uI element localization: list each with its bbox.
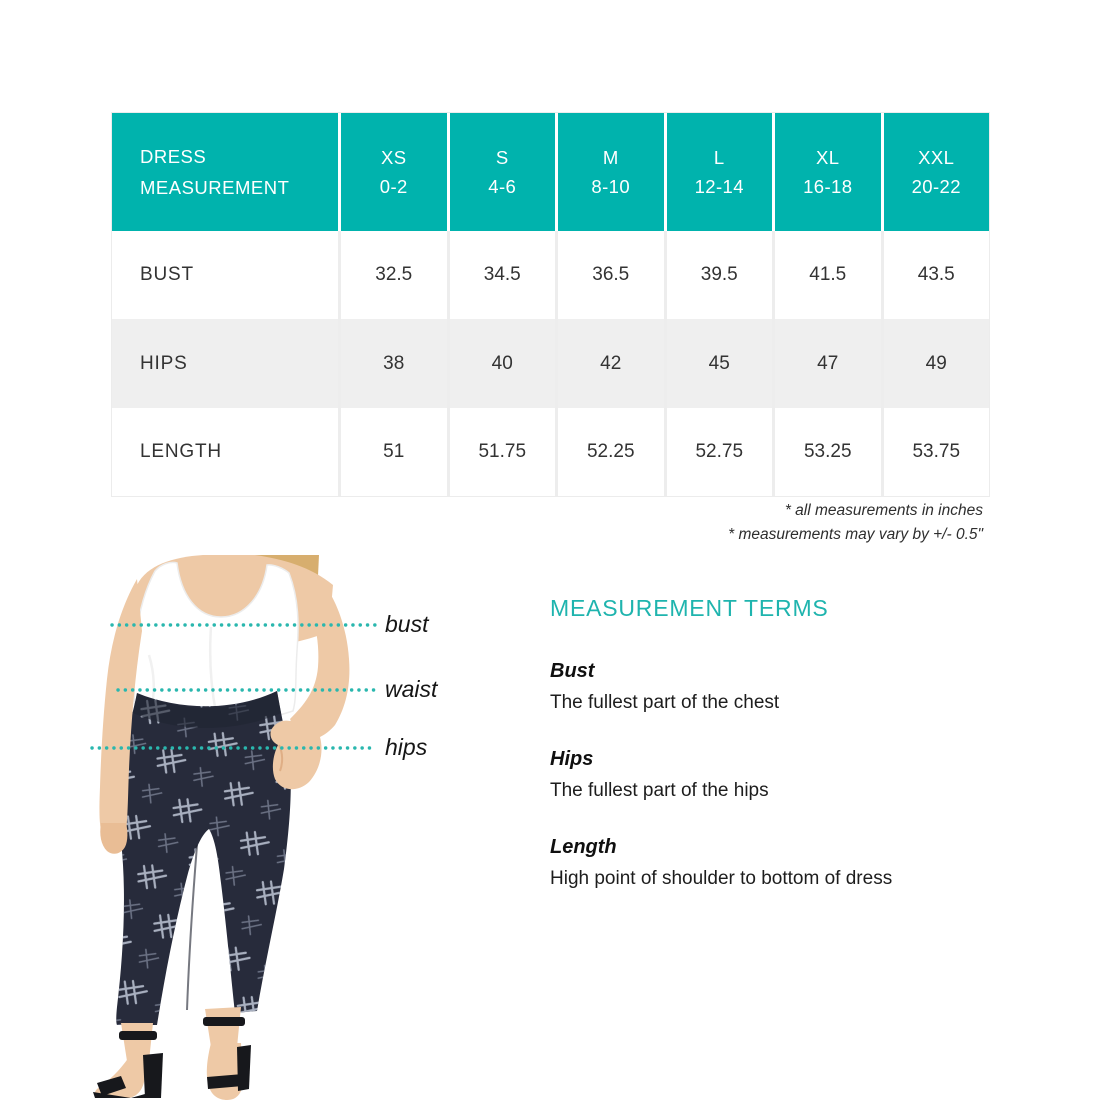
- size-range: 8-10: [591, 176, 631, 197]
- length-value-xs: 51: [383, 441, 405, 462]
- table-row-hips: [112, 319, 989, 408]
- size-column-xs: [341, 113, 450, 231]
- length-value-xl: 53.25: [803, 441, 852, 462]
- hips-label: hips: [385, 734, 428, 760]
- row-label: LENGTH: [140, 441, 222, 462]
- hips-value-xs: 38: [383, 352, 405, 374]
- term-name: Bust: [550, 660, 595, 682]
- term-definition: The fullest part of the chest: [550, 692, 780, 713]
- bust-value-xxl: 43.5: [917, 264, 955, 285]
- size-column-xxl: [884, 113, 990, 231]
- length-value-l: 52.75: [695, 441, 744, 462]
- measurement-terms-title: MEASUREMENT TERMS: [550, 595, 829, 621]
- right-hand: [271, 719, 322, 789]
- size-column-s: [450, 113, 559, 231]
- size-column-m: [558, 113, 667, 231]
- bust-value-s: 34.5: [483, 264, 521, 285]
- waist-label: waist: [385, 676, 438, 702]
- model-illustration: [85, 555, 385, 1100]
- bust-label: bust: [385, 611, 429, 637]
- size-name: XS: [381, 147, 407, 168]
- size-name: M: [602, 147, 619, 168]
- size-name: S: [495, 147, 509, 168]
- table-corner-cell: [112, 113, 341, 231]
- size-range: 20-22: [911, 176, 961, 197]
- hips-value-m: 42: [600, 352, 622, 374]
- size-table-header-row: [112, 113, 989, 231]
- bust-value-m: 36.5: [592, 264, 630, 285]
- measurement-terms-section: [550, 594, 1020, 923]
- footnote-units: * all measurements in inches: [784, 502, 983, 519]
- size-name: XXL: [918, 147, 955, 168]
- size-range: 16-18: [803, 176, 853, 197]
- size-range: 4-6: [488, 176, 517, 197]
- term-definition: The fullest part of the hips: [550, 780, 769, 801]
- footnotes: [728, 499, 983, 547]
- term-length: [550, 835, 1020, 891]
- row-label: HIPS: [140, 352, 188, 374]
- length-value-m: 52.25: [586, 441, 635, 462]
- model-photo: [85, 555, 385, 1100]
- size-name: XL: [816, 147, 840, 168]
- size-column-xl: [775, 113, 884, 231]
- hips-value-xl: 47: [817, 352, 839, 374]
- bust-value-l: 39.5: [700, 264, 738, 285]
- bust-value-xl: 41.5: [809, 264, 847, 285]
- hips-value-xxl: 49: [925, 352, 947, 374]
- bust-value-xs: 32.5: [375, 264, 413, 285]
- size-name: L: [713, 147, 725, 168]
- term-name: Length: [550, 836, 617, 858]
- size-range: 12-14: [694, 176, 744, 197]
- size-range: 0-2: [379, 176, 408, 197]
- size-table: [111, 112, 990, 497]
- table-corner-label: DRESS MEASUREMENT: [140, 146, 290, 198]
- size-column-l: [667, 113, 776, 231]
- length-value-xxl: 53.75: [912, 441, 961, 462]
- term-definition: High point of shoulder to bottom of dress: [550, 868, 893, 889]
- hips-value-l: 45: [708, 352, 730, 374]
- length-value-s: 51.75: [478, 441, 527, 462]
- row-label: BUST: [140, 264, 194, 285]
- term-name: Hips: [550, 748, 594, 770]
- term-hips: [550, 747, 1020, 803]
- table-row-length: [112, 408, 989, 496]
- footnote-tolerance: * measurements may vary by +/- 0.5": [728, 526, 983, 543]
- pants: [116, 691, 291, 1025]
- term-bust: [550, 659, 1020, 715]
- table-row-bust: [112, 231, 989, 319]
- hips-value-s: 40: [491, 352, 513, 374]
